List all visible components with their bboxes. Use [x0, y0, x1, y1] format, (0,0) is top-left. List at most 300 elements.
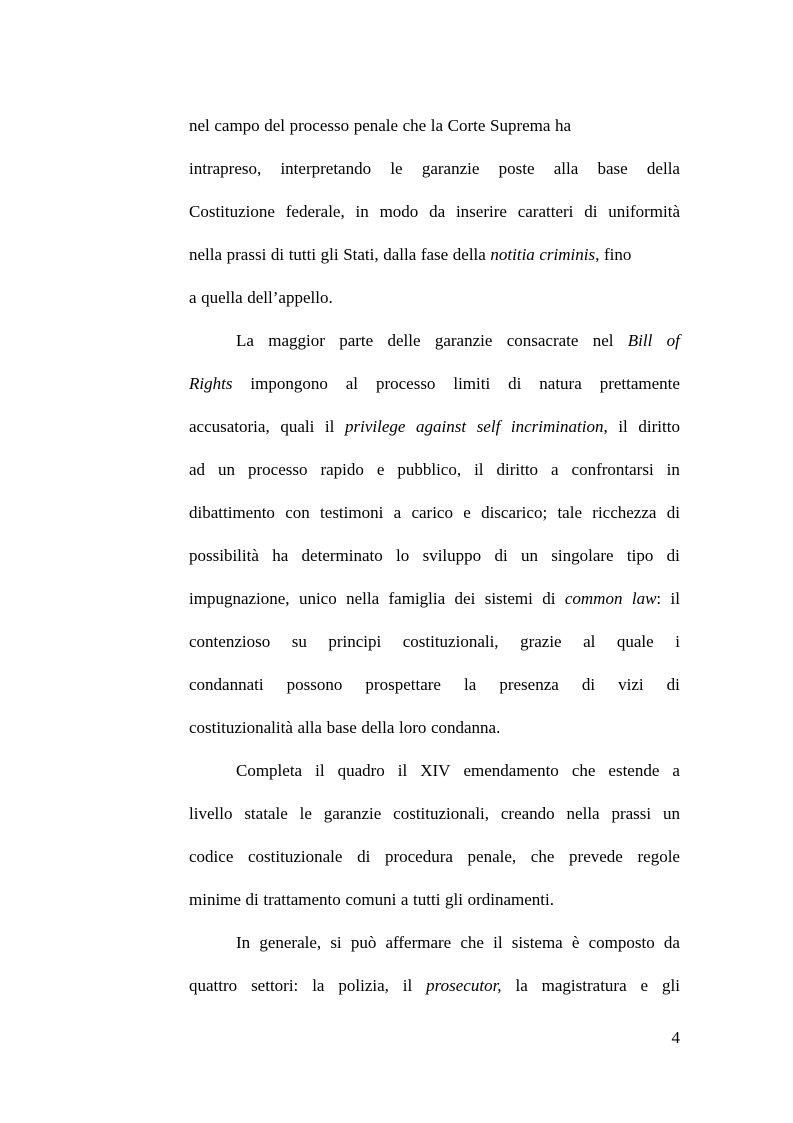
- text-line: [189, 878, 680, 921]
- word-group: [468, 890, 554, 909]
- word: garanzie: [323, 804, 382, 823]
- word: composto: [588, 933, 655, 952]
- word-group: [385, 921, 451, 964]
- word-group: [551, 448, 559, 491]
- word: si: [330, 933, 342, 952]
- word-group: [411, 491, 453, 534]
- word-group: [189, 405, 270, 448]
- word-group: [189, 792, 232, 835]
- word-group: [539, 245, 599, 264]
- word-group: [345, 405, 405, 448]
- text-line: [189, 276, 680, 319]
- word-group: [637, 835, 679, 878]
- word-group: [508, 362, 521, 405]
- word-group: [338, 749, 385, 792]
- word-group: [328, 620, 381, 663]
- word-group: [460, 921, 484, 964]
- word: il: [474, 460, 484, 479]
- word: contenzioso: [189, 632, 271, 651]
- word-group: [398, 749, 407, 792]
- word: il: [397, 761, 408, 780]
- word: prassi: [611, 804, 652, 823]
- word-group: [464, 663, 476, 706]
- word-group: [201, 288, 243, 307]
- word-group: [584, 190, 597, 233]
- word-group: [387, 319, 420, 362]
- text-line: [189, 233, 680, 276]
- word: nella: [189, 245, 223, 264]
- word: che: [402, 116, 427, 135]
- text-line: [189, 921, 680, 964]
- word: discarico;: [481, 503, 548, 522]
- word: di: [581, 675, 596, 694]
- word-group: [189, 890, 241, 909]
- word: trattamento: [263, 890, 341, 909]
- word-group: [608, 749, 659, 792]
- word-group: [426, 964, 501, 1007]
- word-group: [600, 362, 680, 405]
- word: e: [376, 460, 385, 479]
- word: principi: [328, 632, 382, 651]
- word-group: [420, 749, 450, 792]
- word-group: [285, 491, 310, 534]
- word: gli: [661, 976, 680, 995]
- word-group: [421, 245, 448, 264]
- word: polizia,: [338, 976, 389, 995]
- text-line: [189, 491, 680, 534]
- word: di: [542, 589, 556, 608]
- word: costituzionale: [248, 847, 343, 866]
- word: con: [285, 503, 310, 522]
- word: Suprema: [490, 116, 551, 135]
- word: della: [646, 159, 680, 178]
- word: singolare: [551, 546, 614, 565]
- word-group: [321, 245, 339, 264]
- word: un: [218, 460, 236, 479]
- word: tale: [557, 503, 582, 522]
- word-group: [481, 491, 547, 534]
- word: da: [663, 933, 680, 952]
- text-line: [189, 964, 680, 1007]
- word: prassi: [226, 245, 267, 264]
- body-text: [189, 104, 680, 1007]
- word-group: [338, 964, 389, 1007]
- word-group: [611, 792, 651, 835]
- word-group: [248, 835, 342, 878]
- word: quella: [201, 288, 243, 307]
- word: Rights: [189, 374, 233, 393]
- word: La: [236, 331, 254, 350]
- word-group: [515, 964, 527, 1007]
- word-group: [345, 890, 396, 909]
- text-line: [189, 405, 680, 448]
- word-group: [667, 534, 680, 577]
- word-group: [638, 405, 680, 448]
- word-group: [297, 718, 322, 737]
- word: impongono: [250, 374, 328, 393]
- word: a: [393, 503, 402, 522]
- word: processo: [247, 460, 308, 479]
- word-group: [539, 362, 581, 405]
- word-group: [393, 792, 489, 835]
- word: pubblico,: [397, 460, 462, 479]
- word: caratteri: [517, 202, 574, 221]
- word-group: [259, 921, 321, 964]
- text-line: [189, 190, 680, 233]
- word-group: [356, 190, 369, 233]
- word: creando: [500, 804, 555, 823]
- word-group: [290, 116, 349, 135]
- word: regole: [637, 847, 680, 866]
- word-group: [512, 921, 563, 964]
- word: è: [571, 933, 580, 952]
- word: a: [551, 460, 559, 479]
- word: gli: [320, 245, 339, 264]
- word: quali: [280, 417, 315, 436]
- text-line: [189, 663, 680, 706]
- word: poste: [498, 159, 535, 178]
- word-group: [403, 116, 427, 135]
- word: la: [430, 116, 444, 135]
- word: federale,: [285, 202, 345, 221]
- word-group: [189, 663, 264, 706]
- word-group: [521, 534, 538, 577]
- word-group: [302, 534, 383, 577]
- word: tutti: [413, 890, 441, 909]
- word-group: [542, 964, 627, 1007]
- word: garanzie: [421, 159, 480, 178]
- word-group: [572, 448, 654, 491]
- word: nella: [566, 804, 600, 823]
- word: livello: [189, 804, 233, 823]
- word: alla: [553, 159, 579, 178]
- word: prevede: [569, 847, 623, 866]
- word: il: [618, 417, 628, 436]
- word-group: [383, 245, 416, 264]
- word-group: [453, 362, 490, 405]
- word: tipo: [626, 546, 654, 565]
- word-group: [403, 964, 412, 1007]
- word-group: [320, 491, 383, 534]
- word: a: [189, 288, 197, 307]
- word-group: [227, 245, 267, 264]
- word: law: [631, 589, 657, 608]
- word: Completa: [236, 761, 303, 780]
- word-group: [627, 534, 653, 577]
- word-group: [671, 577, 680, 620]
- word: comuni: [345, 890, 397, 909]
- word: costituzionali,: [393, 804, 490, 823]
- word-group: [582, 663, 595, 706]
- word: vizi: [618, 675, 644, 694]
- word-group: [292, 620, 307, 663]
- word-group: [499, 663, 558, 706]
- word-group: [272, 534, 288, 577]
- word-group: [380, 190, 419, 233]
- word-group: [569, 835, 623, 878]
- word: quadro: [337, 761, 385, 780]
- text-line: [189, 620, 680, 663]
- word-group: [385, 835, 453, 878]
- word: possono: [286, 675, 343, 694]
- word-group: [618, 405, 627, 448]
- word-group: [315, 749, 324, 792]
- word: condanna.: [430, 718, 501, 737]
- word-group: [463, 749, 558, 792]
- word-group: [214, 116, 259, 135]
- word: dei: [454, 589, 476, 608]
- word-group: [675, 620, 680, 663]
- word-group: [493, 921, 502, 964]
- word-group: [189, 491, 275, 534]
- word: criminis: [539, 245, 596, 264]
- word-group: [189, 190, 275, 233]
- word: maggior: [268, 331, 325, 350]
- word: :: [656, 589, 662, 608]
- word-group: [397, 448, 461, 491]
- word-group: [664, 921, 680, 964]
- page-number: 4: [671, 1028, 680, 1047]
- word-group: [271, 245, 284, 264]
- word-group: [667, 491, 680, 534]
- word: delle: [387, 331, 421, 350]
- word-group: [189, 288, 197, 307]
- word: ricchezza: [592, 503, 657, 522]
- word: testimoni: [320, 503, 384, 522]
- word: può: [350, 933, 377, 952]
- word: prospettare: [365, 675, 441, 694]
- word: da: [429, 202, 446, 221]
- word: e: [463, 503, 471, 522]
- word-group: [394, 491, 402, 534]
- word-group: [289, 245, 316, 264]
- word-group: [251, 964, 298, 1007]
- word-group: [250, 362, 327, 405]
- word: minime: [189, 890, 241, 909]
- word-group: [376, 362, 435, 405]
- word-group: [413, 890, 440, 909]
- word: modo: [379, 202, 419, 221]
- word-group: [667, 319, 680, 362]
- word: ,: [603, 417, 608, 436]
- word: il: [315, 761, 325, 780]
- word-group: [361, 718, 394, 737]
- word-group: [325, 405, 334, 448]
- word: fino: [603, 245, 632, 264]
- word: a: [672, 761, 680, 780]
- word: della: [452, 245, 486, 264]
- word: al: [345, 374, 359, 393]
- word: estende: [608, 761, 660, 780]
- word-group: [477, 405, 501, 448]
- word: grazie: [520, 632, 562, 651]
- word-group: [551, 534, 613, 577]
- word-group: [641, 964, 649, 1007]
- word: sistema: [511, 933, 563, 952]
- word: impugnazione,: [189, 589, 290, 608]
- text-line: [189, 835, 680, 878]
- word-group: [520, 620, 562, 663]
- word: su: [291, 632, 307, 651]
- word-group: [662, 964, 680, 1007]
- word: la: [464, 675, 477, 694]
- word: e: [640, 976, 649, 995]
- word: in: [355, 202, 369, 221]
- word: un: [662, 804, 680, 823]
- word-group: [672, 749, 680, 792]
- text-line: [189, 104, 680, 147]
- word: ha: [272, 546, 289, 565]
- word: confrontarsi: [571, 460, 654, 479]
- word-group: [628, 319, 653, 362]
- word-group: [490, 116, 550, 135]
- word: base: [597, 159, 628, 178]
- word: possibilità: [189, 546, 259, 565]
- word-group: [357, 835, 370, 878]
- word-group: [572, 749, 596, 792]
- word-group: [263, 890, 340, 909]
- word-group: [189, 718, 293, 737]
- word-group: [435, 319, 493, 362]
- word: codice: [189, 847, 234, 866]
- word-group: [497, 448, 539, 491]
- word: statale: [244, 804, 288, 823]
- word-group: [501, 792, 555, 835]
- word: il: [402, 976, 413, 995]
- word-group: [390, 147, 402, 190]
- word-group: [647, 147, 680, 190]
- word: tutti: [288, 245, 317, 264]
- word-group: [343, 245, 378, 264]
- word-group: [244, 792, 287, 835]
- word-group: [494, 534, 507, 577]
- word-group: [377, 448, 385, 491]
- word: garanzie: [434, 331, 493, 350]
- word-group: [429, 190, 445, 233]
- word: condannati: [189, 675, 264, 694]
- word: determinato: [301, 546, 383, 565]
- word-group: [396, 534, 409, 577]
- word-group: [300, 792, 312, 835]
- text-line: [189, 792, 680, 835]
- word-group: [468, 835, 517, 878]
- word-group: [583, 620, 595, 663]
- word-group: [617, 620, 654, 663]
- word-group: [189, 245, 222, 264]
- word-group: [667, 663, 680, 706]
- word: Corte: [447, 116, 486, 135]
- word: di: [494, 546, 508, 565]
- word: in: [666, 460, 680, 479]
- word-group: [351, 921, 377, 964]
- word-group: [567, 792, 600, 835]
- text-line: [189, 147, 680, 190]
- word: interpretando: [280, 159, 372, 178]
- word: nel: [592, 331, 614, 350]
- word: rapido: [320, 460, 364, 479]
- word: ordinamenti.: [467, 890, 554, 909]
- text-line: [189, 448, 680, 491]
- word-group: [608, 190, 680, 233]
- word-group: [485, 577, 533, 620]
- word: del: [264, 116, 286, 135]
- word: sistemi: [484, 589, 533, 608]
- word: diritto: [496, 460, 539, 479]
- word: accusatoria,: [189, 417, 270, 436]
- word-group: [268, 319, 325, 362]
- word: inserire: [455, 202, 507, 221]
- word-group: [189, 964, 237, 1007]
- word: sviluppo: [422, 546, 482, 565]
- word-group: [593, 319, 614, 362]
- word-group: [555, 116, 571, 135]
- word: di: [666, 546, 680, 565]
- word-group: [246, 890, 259, 909]
- word-group: [632, 577, 661, 620]
- word-group: [592, 491, 656, 534]
- word-group: [511, 405, 608, 448]
- word-group: [189, 534, 259, 577]
- word: campo: [214, 116, 260, 135]
- word-group: [389, 577, 446, 620]
- word: Stati,: [343, 245, 379, 264]
- word: che: [571, 761, 596, 780]
- word-group: [403, 620, 499, 663]
- word: parte: [339, 331, 374, 350]
- word-group: [589, 921, 655, 964]
- word-group: [189, 620, 270, 663]
- word-group: [499, 147, 535, 190]
- word: di: [666, 675, 680, 694]
- word-group: [299, 577, 337, 620]
- word-group: [280, 147, 371, 190]
- word-group: [597, 147, 627, 190]
- word-group: [445, 890, 463, 909]
- word-group: [236, 921, 250, 964]
- word-group: [455, 577, 476, 620]
- word-group: [572, 921, 580, 964]
- word-group: [189, 835, 233, 878]
- word-group: [663, 792, 680, 835]
- word: XIV: [420, 761, 451, 780]
- word: penale,: [467, 847, 517, 866]
- word-group: [422, 147, 480, 190]
- word: le: [390, 159, 403, 178]
- word: i: [675, 632, 680, 651]
- text-line: [189, 577, 680, 620]
- text-line: [189, 319, 680, 362]
- word: privilege: [344, 417, 406, 436]
- word: di: [666, 503, 680, 522]
- word-group: [248, 448, 307, 491]
- word: affermare: [385, 933, 452, 952]
- word-group: [401, 890, 409, 909]
- word-group: [448, 116, 486, 135]
- word-group: [189, 116, 210, 135]
- word-group: [456, 190, 507, 233]
- word: self: [476, 417, 501, 436]
- word: dibattimento: [189, 503, 275, 522]
- word: carico: [411, 503, 453, 522]
- word: consacrate: [506, 331, 579, 350]
- word: il: [324, 417, 335, 436]
- word-group: [554, 147, 579, 190]
- word: notitia: [490, 245, 535, 264]
- word-group: [354, 116, 398, 135]
- word: uniformità: [608, 202, 680, 221]
- word: che: [530, 847, 555, 866]
- word: common: [564, 589, 623, 608]
